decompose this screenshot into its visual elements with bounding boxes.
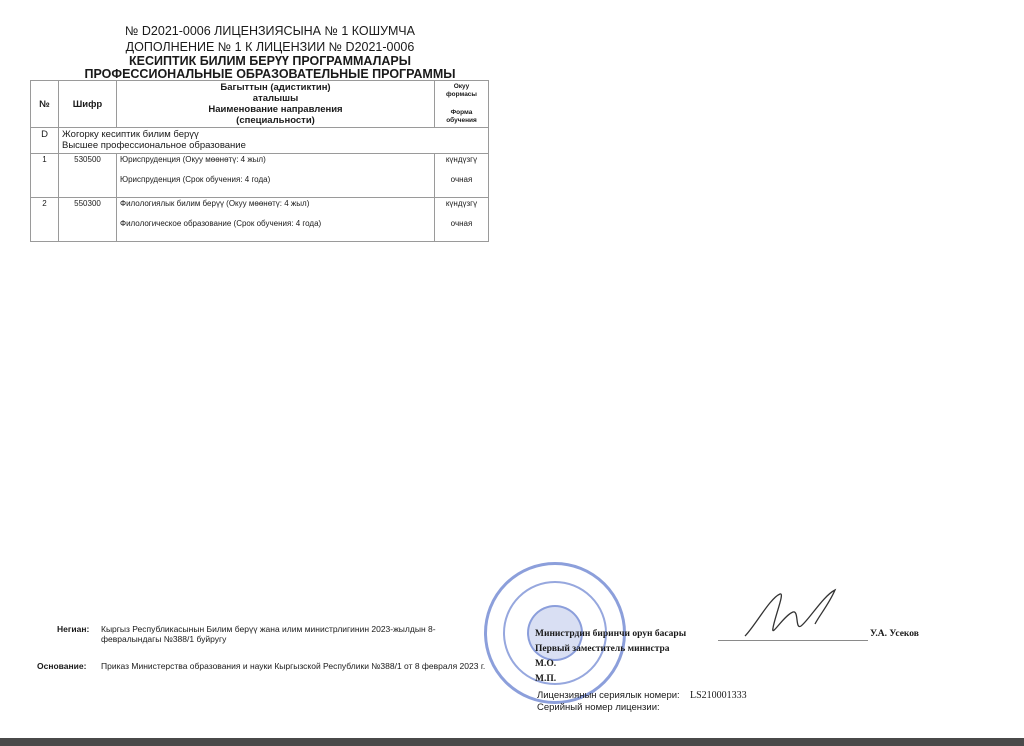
section-title-ky: Жогорку кесиптик билим берүү: [62, 129, 199, 140]
col-name-ru2: (специальности): [236, 115, 315, 126]
basis-ru-text: Приказ Министерства образования и науки Кыргызской Республики №388/1 от 8 февраля 2023 г.: [101, 661, 486, 671]
section-letter: D: [31, 128, 59, 154]
header-line-ky: № D2021-0006 ЛИЦЕНЗИЯСЫНА № 1 КОШУМЧА: [125, 24, 415, 38]
col-form-ru1: Форма: [450, 109, 473, 116]
row-no: 1: [31, 154, 59, 198]
title-ky: КЕСИПТИК БИЛИМ БЕРҮҮ ПРОГРАММАЛАРЫ: [129, 54, 411, 68]
signer-name: У.А. Усеков: [870, 629, 919, 639]
signer-title-ky: Министрдин биринчи орун басары: [535, 629, 687, 639]
col-form-ky1: Окуу: [453, 83, 470, 90]
row-code: 550300: [59, 198, 117, 242]
header-line-ru: ДОПОЛНЕНИЕ № 1 К ЛИЦЕНЗИИ № D2021-0006: [125, 40, 415, 54]
row-form: [435, 154, 489, 198]
section-title: [59, 128, 489, 154]
col-name-ky2: аталышы: [252, 93, 299, 104]
row-form: [435, 198, 489, 242]
table-row: [31, 198, 489, 242]
serial-label-ky: Лицензиянын сериялык номери:: [537, 690, 680, 701]
col-name-ky1: Багыттын (адистиктин): [220, 82, 331, 93]
row-name: [117, 154, 435, 198]
table-header-row: [31, 81, 489, 128]
table-row: [31, 154, 489, 198]
signer-title-ru: Первый заместитель министра: [535, 644, 670, 654]
section-title-ru: Высшее профессиональное образование: [62, 140, 246, 151]
col-code-header: Шифр: [59, 81, 117, 128]
col-form-header: [435, 81, 489, 128]
col-name-ru1: Наименование направления: [208, 104, 343, 115]
basis-ky-label: Негиан:: [57, 624, 90, 634]
row-name: [117, 198, 435, 242]
col-name-header: [117, 81, 435, 128]
serial-label-ru: Серийный номер лицензии:: [537, 702, 660, 713]
row-form-ru: очная: [450, 175, 473, 184]
mo-label: М.О.: [535, 659, 557, 669]
scan-edge: [0, 738, 1024, 746]
col-no-header: №: [31, 81, 59, 128]
basis-ky-text: Кыргыз Республикасынын Билим берүү жана илим министрлигинин 2023-жылдын 8-февралындагы №388/1 буйругу: [101, 624, 436, 644]
programs-table: [30, 80, 489, 242]
basis-ru-label: Основание:: [37, 661, 87, 671]
mp-label: М.П.: [535, 674, 557, 684]
section-row: [31, 128, 489, 154]
row-form-ky: күндүзгү: [445, 155, 478, 164]
row-name-ky: Юриспруденция (Окуу мөөнөтү: 4 жыл): [120, 155, 266, 164]
col-form-ru2: обучения: [446, 117, 477, 124]
serial-value: LS210001333: [690, 690, 747, 701]
title-ru: ПРОФЕССИОНАЛЬНЫЕ ОБРАЗОВАТЕЛЬНЫЕ ПРОГРАММЫ: [84, 67, 456, 81]
row-form-ru: очная: [450, 219, 473, 228]
row-code: 530500: [59, 154, 117, 198]
row-no: 2: [31, 198, 59, 242]
row-name-ky: Филологиялык билим берүү (Окуу мөөнөтү: 4 жыл): [120, 199, 310, 208]
col-form-ky2: формасы: [446, 91, 477, 98]
row-form-ky: күндүзгү: [445, 199, 478, 208]
row-name-ru: Юриспруденция (Срок обучения: 4 года): [120, 175, 271, 184]
signature-icon: [735, 586, 855, 642]
row-name-ru: Филологическое образование (Срок обучения: 4 года): [120, 219, 322, 228]
